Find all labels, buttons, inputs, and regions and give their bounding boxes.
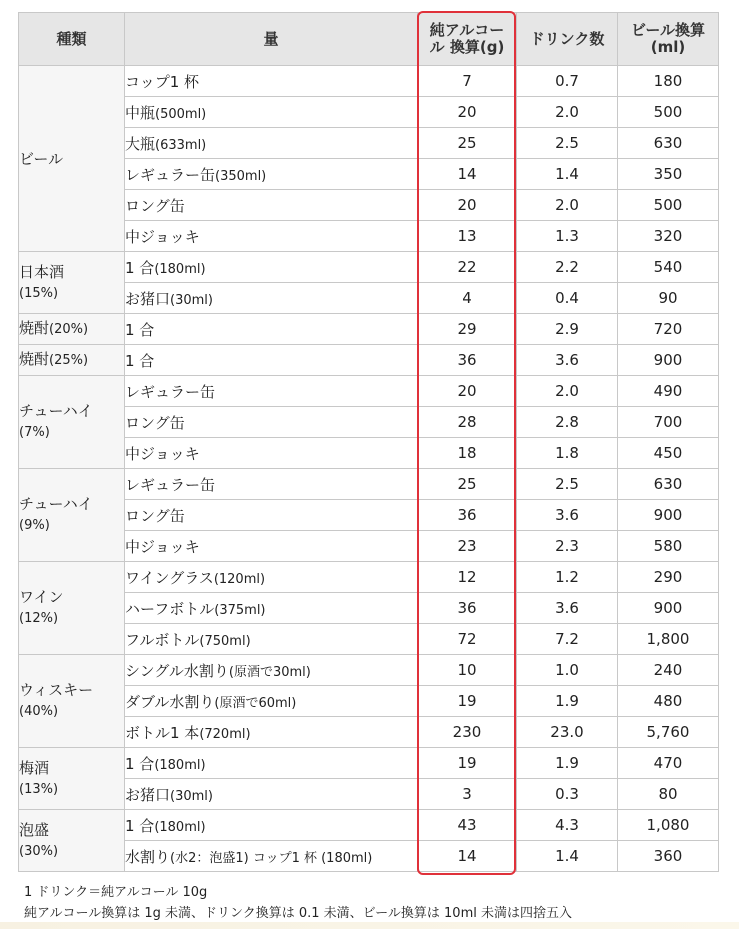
header-row <box>19 13 719 66</box>
bottom-decoration <box>0 922 739 929</box>
amount-label: 水割り <box>125 847 171 866</box>
amount-label: お猪口 <box>125 785 171 804</box>
amount-cell <box>125 748 418 779</box>
drinks-cell: 2.8 <box>517 407 618 438</box>
amount-label: フルボトル <box>125 630 200 649</box>
amount-cell <box>125 624 418 655</box>
pure-alcohol-cell: 19 <box>418 748 517 779</box>
beer-cell: 630 <box>618 128 719 159</box>
amount-label: コップ1 杯 <box>125 72 200 91</box>
kind-label: ワイン <box>19 588 64 606</box>
beer-cell: 320 <box>618 221 719 252</box>
amount-label: 1 合 <box>125 351 155 370</box>
amount-cell <box>125 190 418 221</box>
drinks-cell: 1.3 <box>517 221 618 252</box>
pure-alcohol-cell: 19 <box>418 686 517 717</box>
beer-cell: 720 <box>618 314 719 345</box>
beer-cell: 1,800 <box>618 624 719 655</box>
drinks-cell: 0.7 <box>517 66 618 97</box>
amount-label: ダブル水割り <box>125 692 215 711</box>
amount-label: ボトル1 本 <box>125 723 200 742</box>
amount-cell <box>125 159 418 190</box>
pure-alcohol-cell: 25 <box>418 128 517 159</box>
beer-cell: 450 <box>618 438 719 469</box>
kind-label: チューハイ <box>19 402 93 420</box>
drinks-cell: 23.0 <box>517 717 618 748</box>
amount-volume: (350ml) <box>215 168 267 184</box>
pure-alcohol-cell: 20 <box>418 97 517 128</box>
drinks-cell: 3.6 <box>517 593 618 624</box>
beer-cell: 470 <box>618 748 719 779</box>
beer-cell: 900 <box>618 593 719 624</box>
amount-label: 中瓶 <box>125 103 156 122</box>
amount-volume: (633ml) <box>155 137 207 153</box>
drinks-cell: 3.6 <box>517 500 618 531</box>
amount-cell <box>125 438 418 469</box>
pure-alcohol-cell: 14 <box>418 159 517 190</box>
header-pure-alcohol-text: 純アルコール 換算(g) <box>429 21 505 56</box>
kind-label: チューハイ <box>19 495 93 513</box>
amount-label: 大瓶 <box>125 134 156 153</box>
pure-alcohol-cell: 36 <box>418 345 517 376</box>
kind-label: 泡盛 <box>19 820 50 839</box>
amount-cell <box>125 97 418 128</box>
kind-strength: (9%) <box>19 518 50 533</box>
amount-label: ロング缶 <box>125 506 185 525</box>
footnote-2: 純アルコール換算は 1g 未満、ドリンク換算は 0.1 未満、ビール換算は 10ml 未満は四捨五入 <box>24 906 572 921</box>
drinks-cell: 1.0 <box>517 655 618 686</box>
amount-volume: (30ml) <box>170 788 213 804</box>
pure-alcohol-cell: 29 <box>418 314 517 345</box>
kind-strength: (25%) <box>49 353 89 368</box>
kind-strength: (13%) <box>19 781 59 797</box>
amount-volume: (500ml) <box>155 106 207 122</box>
header-beer-text: ビール換算 (ml) <box>630 21 706 56</box>
amount-cell <box>125 500 418 531</box>
beer-cell: 490 <box>618 376 719 407</box>
amount-cell <box>125 376 418 407</box>
alcohol-conversion-table <box>18 12 719 872</box>
kind-cell <box>19 562 125 655</box>
kind-label: 焼酎 <box>19 319 50 337</box>
pure-alcohol-cell: 25 <box>418 469 517 500</box>
pure-alcohol-cell: 14 <box>418 841 517 872</box>
drinks-cell: 0.4 <box>517 283 618 314</box>
drinks-cell: 1.4 <box>517 841 618 872</box>
kind-cell <box>19 314 125 345</box>
table-row <box>19 469 719 500</box>
header-drinks: ドリンク数 <box>517 13 618 66</box>
pure-alcohol-cell: 20 <box>418 376 517 407</box>
amount-cell <box>125 562 418 593</box>
table-row <box>19 252 719 283</box>
pure-alcohol-cell: 7 <box>418 66 517 97</box>
table-row <box>19 810 719 841</box>
drinks-cell: 1.8 <box>517 438 618 469</box>
amount-volume: (水2：泡盛1) コップ1 杯 (180ml) <box>170 850 373 866</box>
amount-volume: (180ml) <box>154 261 206 277</box>
amount-cell <box>125 593 418 624</box>
kind-label: 梅酒 <box>19 758 50 777</box>
amount-label: ロング缶 <box>125 196 185 215</box>
amount-cell <box>125 283 418 314</box>
amount-cell <box>125 841 418 872</box>
amount-cell <box>125 314 418 345</box>
drinks-cell: 3.6 <box>517 345 618 376</box>
amount-label: 1 合 <box>125 258 155 277</box>
amount-label: レギュラー缶 <box>125 475 216 494</box>
pure-alcohol-cell: 36 <box>418 593 517 624</box>
amount-label: レギュラー缶 <box>125 382 216 401</box>
amount-label: 1 合 <box>125 754 155 773</box>
amount-volume: (30ml) <box>170 292 213 308</box>
amount-label: 1 合 <box>125 320 155 339</box>
table-row <box>19 345 719 376</box>
drinks-cell: 0.3 <box>517 779 618 810</box>
beer-cell: 360 <box>618 841 719 872</box>
kind-strength: (20%) <box>49 322 89 337</box>
kind-cell <box>19 810 125 872</box>
pure-alcohol-cell: 230 <box>418 717 517 748</box>
footnote-1: 1 ドリンク＝純アルコール 10g <box>24 885 208 900</box>
amount-cell <box>125 221 418 252</box>
amount-label: 中ジョッキ <box>125 537 200 556</box>
table-row <box>19 314 719 345</box>
header-beer <box>618 13 719 66</box>
amount-cell <box>125 531 418 562</box>
kind-cell <box>19 66 125 252</box>
amount-volume: (180ml) <box>154 819 206 835</box>
drinks-cell: 2.0 <box>517 376 618 407</box>
beer-cell: 290 <box>618 562 719 593</box>
amount-volume: (720ml) <box>199 726 251 742</box>
table-row <box>19 655 719 686</box>
drinks-cell: 1.9 <box>517 686 618 717</box>
beer-cell: 580 <box>618 531 719 562</box>
amount-cell <box>125 407 418 438</box>
pure-alcohol-cell: 43 <box>418 810 517 841</box>
beer-cell: 90 <box>618 283 719 314</box>
pure-alcohol-cell: 72 <box>418 624 517 655</box>
kind-label: 日本酒 <box>19 262 65 281</box>
amount-cell <box>125 128 418 159</box>
drinks-cell: 2.0 <box>517 97 618 128</box>
drinks-cell: 1.9 <box>517 748 618 779</box>
pure-alcohol-cell: 13 <box>418 221 517 252</box>
kind-strength: (15%) <box>19 285 59 301</box>
drinks-cell: 4.3 <box>517 810 618 841</box>
pure-alcohol-cell: 23 <box>418 531 517 562</box>
amount-label: 1 合 <box>125 816 155 835</box>
pure-alcohol-cell: 18 <box>418 438 517 469</box>
beer-cell: 80 <box>618 779 719 810</box>
beer-cell: 540 <box>618 252 719 283</box>
amount-cell <box>125 810 418 841</box>
drinks-cell: 2.2 <box>517 252 618 283</box>
amount-cell <box>125 252 418 283</box>
drinks-cell: 2.5 <box>517 128 618 159</box>
drinks-cell: 2.5 <box>517 469 618 500</box>
drinks-cell: 7.2 <box>517 624 618 655</box>
amount-label: シングル水割り <box>125 661 229 680</box>
amount-label: お猪口 <box>125 289 171 308</box>
amount-label: レギュラー缶 <box>125 165 216 184</box>
amount-volume: (375ml) <box>214 602 266 618</box>
amount-volume: (180ml) <box>154 757 206 773</box>
amount-label: ロング缶 <box>125 413 185 432</box>
pure-alcohol-cell: 4 <box>418 283 517 314</box>
beer-cell: 500 <box>618 190 719 221</box>
kind-label: 焼酎 <box>19 350 50 368</box>
pure-alcohol-cell: 22 <box>418 252 517 283</box>
pure-alcohol-cell: 12 <box>418 562 517 593</box>
beer-cell: 630 <box>618 469 719 500</box>
drinks-cell: 2.0 <box>517 190 618 221</box>
beer-cell: 1,080 <box>618 810 719 841</box>
kind-cell <box>19 376 125 469</box>
amount-cell <box>125 779 418 810</box>
kind-cell <box>19 252 125 314</box>
amount-volume: (原酒で60ml) <box>214 695 297 711</box>
header-kind: 種類 <box>19 13 125 66</box>
beer-cell: 700 <box>618 407 719 438</box>
kind-cell <box>19 469 125 562</box>
beer-cell: 350 <box>618 159 719 190</box>
amount-cell <box>125 717 418 748</box>
amount-volume: (120ml) <box>213 571 266 587</box>
drinks-cell: 2.9 <box>517 314 618 345</box>
kind-cell <box>19 345 125 376</box>
table-row <box>19 562 719 593</box>
pure-alcohol-cell: 10 <box>418 655 517 686</box>
amount-cell <box>125 66 418 97</box>
kind-cell <box>19 655 125 748</box>
amount-volume: (原酒で30ml) <box>228 664 311 680</box>
drinks-cell: 1.2 <box>517 562 618 593</box>
header-amount: 量 <box>125 13 418 66</box>
kind-strength: (12%) <box>19 611 59 626</box>
table-body <box>19 66 719 872</box>
kind-strength: (30%) <box>19 843 59 859</box>
amount-label: ワイングラス <box>125 568 214 587</box>
amount-label: 中ジョッキ <box>125 227 200 246</box>
footnotes <box>24 882 572 924</box>
kind-label: ウィスキー <box>19 681 94 699</box>
header-pure-alcohol <box>418 13 517 66</box>
amount-volume: (750ml) <box>199 633 251 649</box>
table-row <box>19 748 719 779</box>
kind-strength: (40%) <box>19 704 59 719</box>
drinks-cell: 2.3 <box>517 531 618 562</box>
kind-cell <box>19 748 125 810</box>
drinks-cell: 1.4 <box>517 159 618 190</box>
beer-cell: 900 <box>618 345 719 376</box>
kind-strength: (7%) <box>19 425 50 440</box>
amount-label: ハーフボトル <box>125 599 215 618</box>
amount-cell <box>125 469 418 500</box>
beer-cell: 480 <box>618 686 719 717</box>
amount-cell <box>125 686 418 717</box>
amount-label: 中ジョッキ <box>125 444 200 463</box>
table-row <box>19 66 719 97</box>
beer-cell: 5,760 <box>618 717 719 748</box>
pure-alcohol-cell: 3 <box>418 779 517 810</box>
beer-cell: 240 <box>618 655 719 686</box>
pure-alcohol-cell: 20 <box>418 190 517 221</box>
kind-label: ビール <box>19 149 64 168</box>
pure-alcohol-cell: 28 <box>418 407 517 438</box>
beer-cell: 900 <box>618 500 719 531</box>
table-row <box>19 376 719 407</box>
beer-cell: 180 <box>618 66 719 97</box>
amount-cell <box>125 655 418 686</box>
pure-alcohol-cell: 36 <box>418 500 517 531</box>
beer-cell: 500 <box>618 97 719 128</box>
amount-cell <box>125 345 418 376</box>
